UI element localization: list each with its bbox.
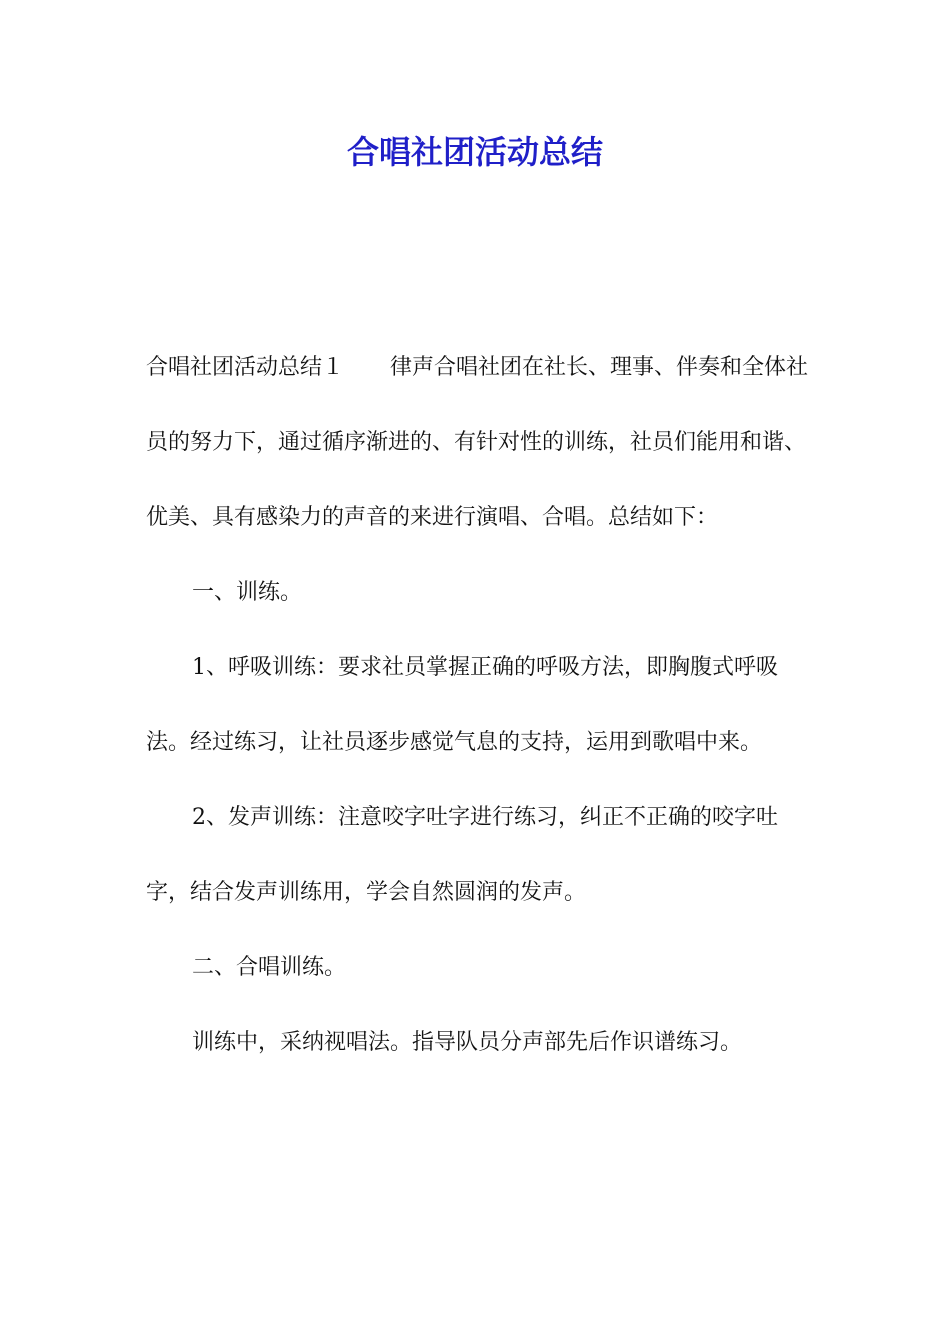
document-title: 合唱社团活动总结 [346, 133, 603, 171]
heading-training: 一、训练。 [192, 580, 303, 605]
paragraph-breathing: 1、呼吸训练：要求社员掌握正确的呼吸方法，即胸腹式呼吸法。经过练习，让社员逐步感觉气息的支持，运用到歌唱中来。 [146, 655, 778, 755]
paragraph-sight-singing: 训练中，采纳视唱法。指导队员分声部先后作识谱练习。 [192, 1030, 743, 1055]
heading-choir-training: 二、合唱训练。 [192, 955, 347, 980]
paragraph-intro [146, 330, 810, 555]
paragraph-vocalization: 2、发声训练：注意咬字吐字进行练习，纠正不正确的咬字吐字，结合发声训练用，学会自然圆润的发声。 [146, 805, 778, 905]
document-body [146, 330, 810, 1080]
paragraph-text: 律声合唱社团在社长、理事、伴奏和全体社员的努力下，通过循序渐进的、有针对性的训练，社员们能用和谐、优美、具有感染力的声音的来进行演唱、合唱。总结如下： [146, 355, 809, 530]
section-label: 合唱社团活动总结１ [146, 355, 345, 380]
